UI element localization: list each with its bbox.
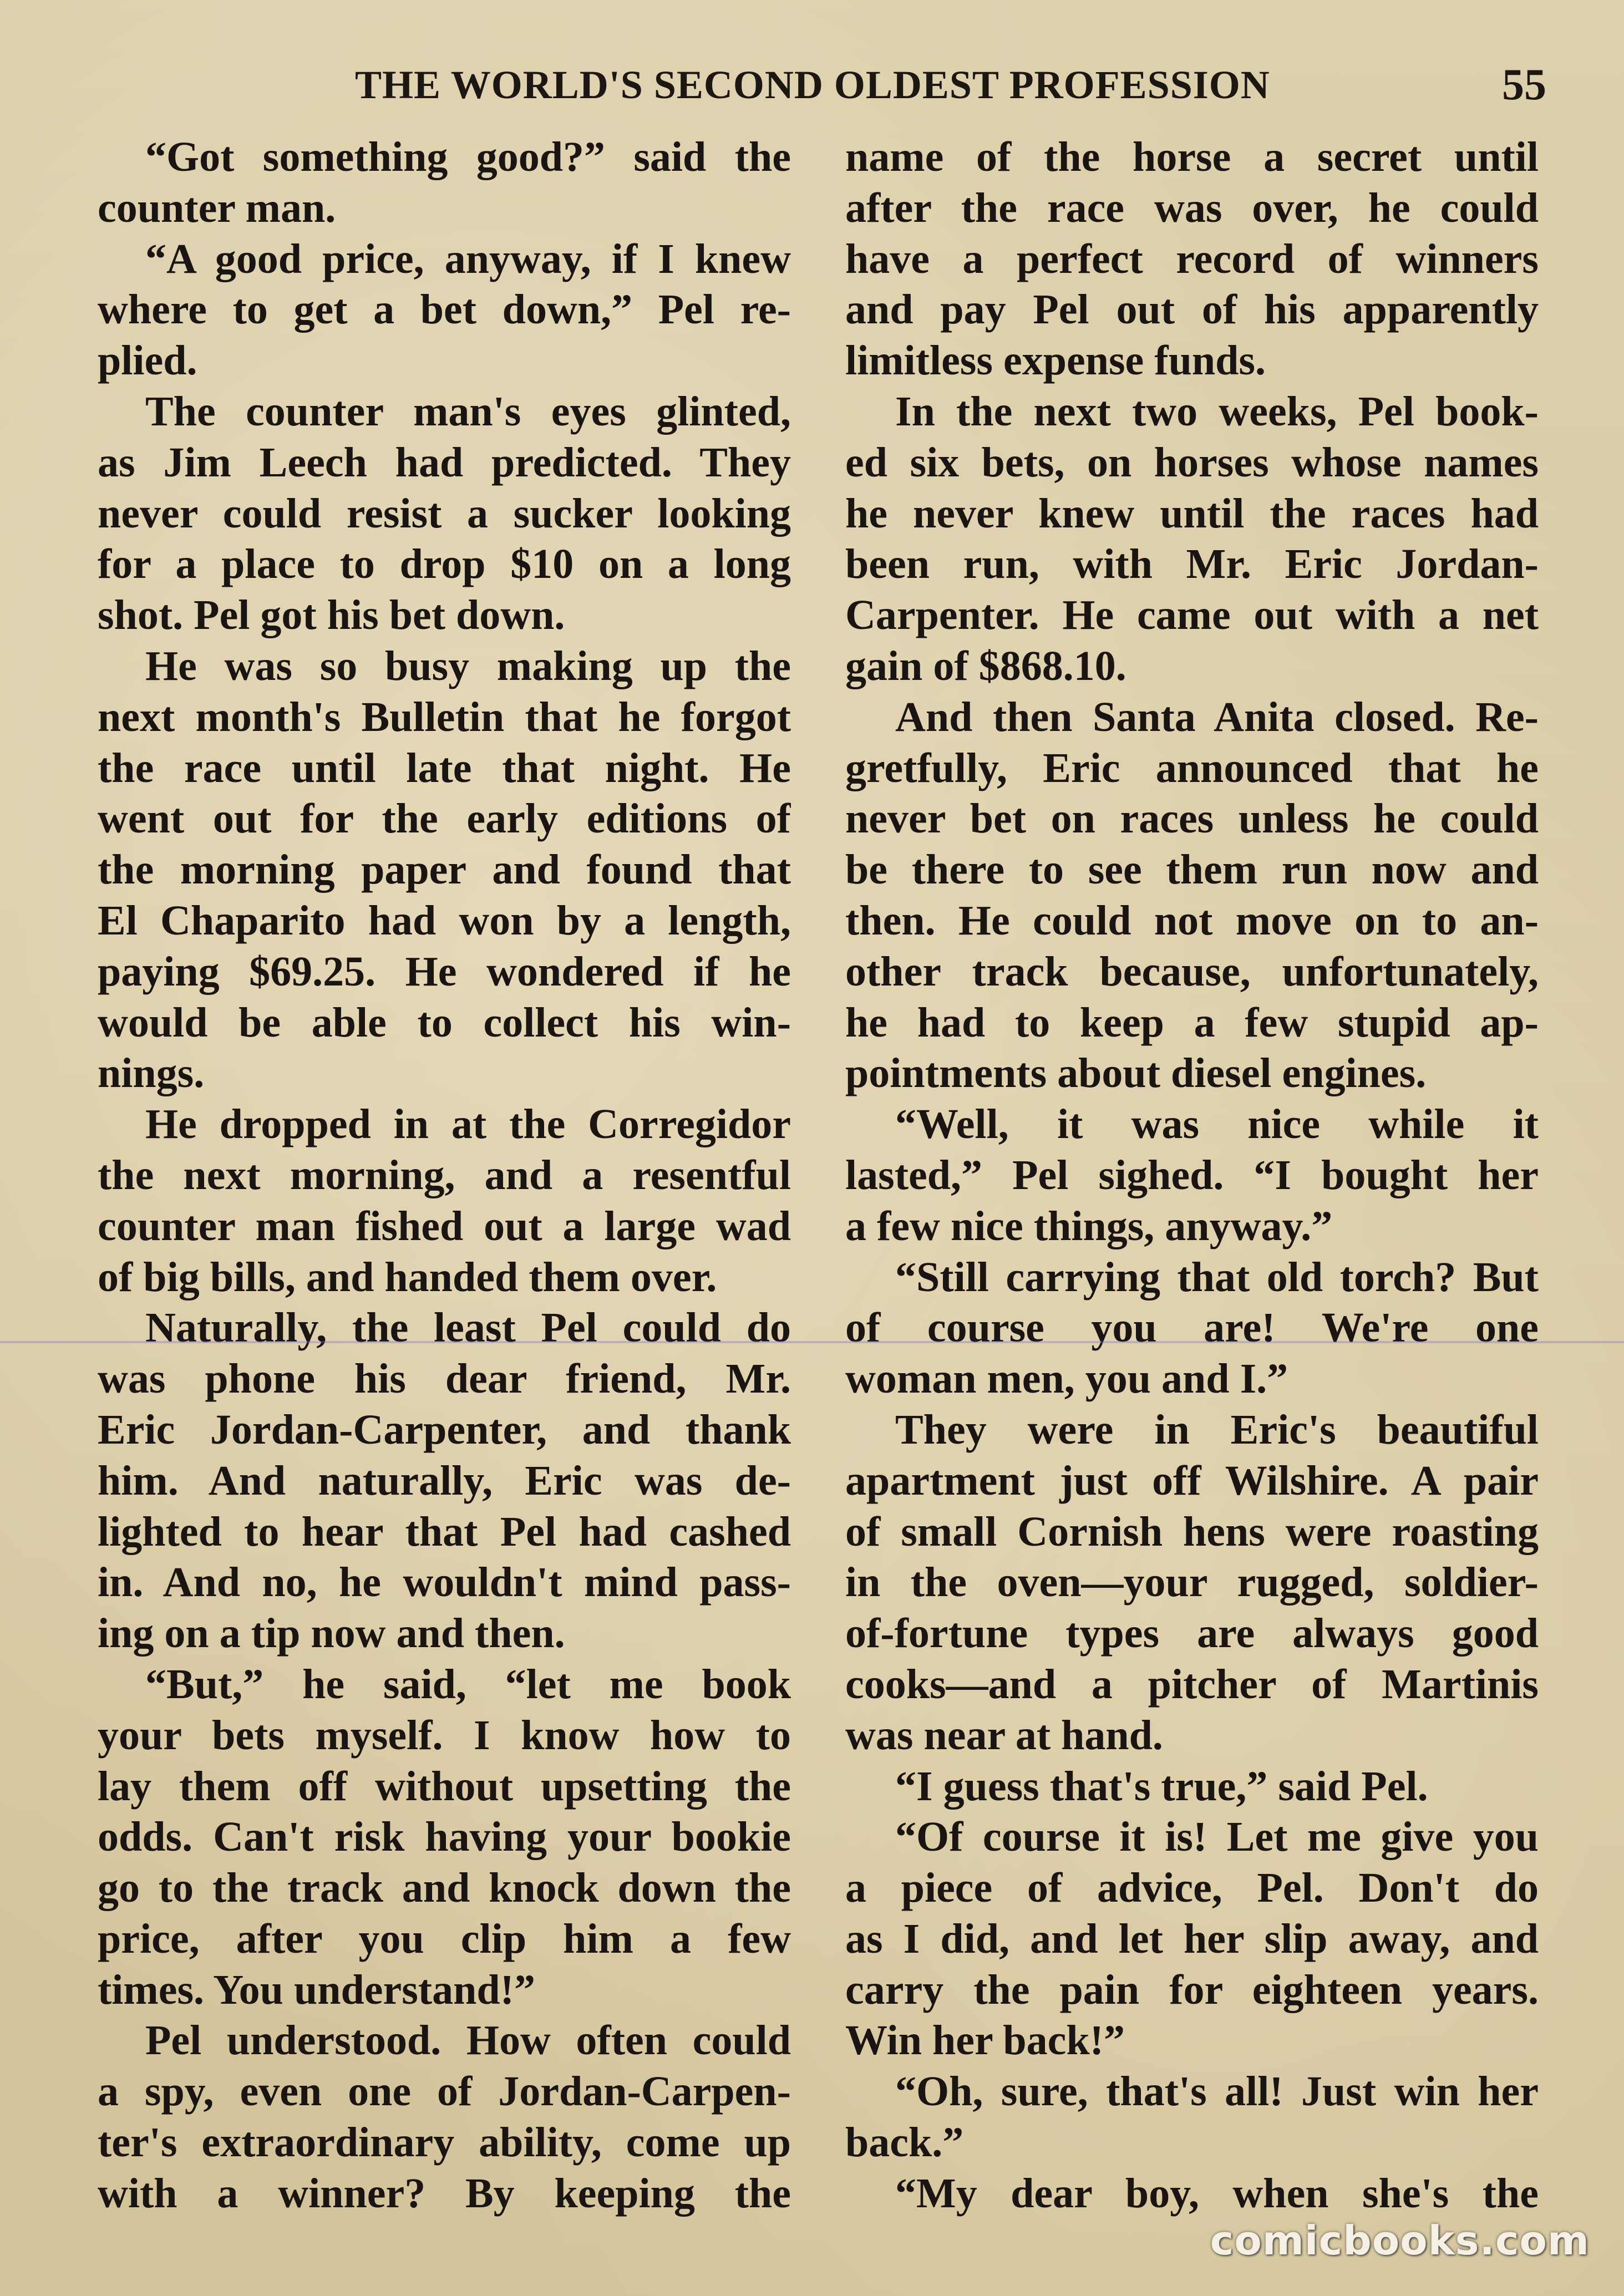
text-line: plied. (98, 337, 197, 384)
running-title: THE WORLD'S SECOND OLDEST PROFESSION (355, 63, 1270, 107)
text-line: the race until late that night. He (98, 744, 791, 791)
text-line: would be able to collect his win- (98, 999, 791, 1046)
text-line: lay them off without upsetting the (98, 1762, 791, 1810)
text-line: went out for the early editions of (98, 795, 791, 842)
text-line: He was so busy making up the (145, 642, 791, 689)
text-line: odds. Can't risk having your bookie (98, 1814, 791, 1861)
text-line: the next morning, and a resentful (98, 1151, 791, 1198)
text-line: other track because, unfortunately, (845, 948, 1539, 995)
text-line: carry the pain for eighteen years. (845, 1966, 1539, 2013)
text-line: of small Cornish hens were roasting (845, 1508, 1539, 1555)
text-line: have a perfect record of winners (845, 235, 1539, 282)
text-line: In the next two weeks, Pel book- (895, 388, 1539, 435)
text-line: El Chaparito had won by a length, (98, 897, 791, 944)
text-line: back.” (845, 2119, 964, 2166)
text-line: paying $69.25. He wondered if he (98, 948, 791, 995)
text-line: then. He could not move on to an- (845, 897, 1539, 944)
text-line: Naturally, the least Pel could do (145, 1304, 791, 1352)
text-line: of big bills, and handed them over. (98, 1253, 717, 1301)
text-line: name of the horse a secret until (845, 134, 1539, 180)
text-line: They were in Eric's beautiful (895, 1406, 1539, 1453)
text-line: in. And no, he wouldn't mind pass- (98, 1559, 791, 1606)
text-line: as I did, and let her slip away, and (845, 1915, 1539, 1962)
text-line: your bets myself. I know how to (98, 1711, 791, 1759)
text-line: gretfully, Eric announced that he (845, 744, 1539, 791)
text-line: times. You understand!” (98, 1966, 535, 2013)
text-line: was near at hand. (845, 1711, 1163, 1759)
scan-artifact-line (0, 1341, 1624, 1343)
text-line: go to the track and knock down the (98, 1865, 791, 1912)
text-line: limitless expense funds. (845, 337, 1266, 384)
text-line: woman men, you and I.” (845, 1355, 1288, 1403)
text-line: next month's Bulletin that he forgot (98, 693, 791, 740)
text-line: “Well, it was nice while it (895, 1101, 1539, 1148)
text-line: And then Santa Anita closed. Re- (895, 693, 1539, 740)
text-line: with a winner? By keeping the (98, 2170, 791, 2217)
left-column (98, 132, 791, 2219)
text-line: never could resist a sucker looking (98, 490, 791, 537)
text-line: lighted to hear that Pel had cashed (98, 1508, 791, 1555)
text-line: the morning paper and found that (98, 846, 791, 893)
text-line: Pel understood. How often could (145, 2017, 791, 2064)
text-line: ed six bets, on horses whose names (845, 439, 1539, 486)
text-line: for a place to drop $10 on a long (98, 541, 791, 588)
text-line: him. And naturally, Eric was de- (98, 1457, 791, 1504)
text-line: Carpenter. He came out with a net (845, 592, 1539, 639)
text-line: after the race was over, he could (845, 184, 1539, 231)
text-line: ing on a tip now and then. (98, 1610, 565, 1657)
text-line: nings. (98, 1050, 205, 1097)
text-line: lasted,” Pel sighed. “I bought her (845, 1151, 1539, 1198)
text-line: of-fortune types are always good (845, 1610, 1539, 1657)
text-line: counter man fished out a large wad (98, 1202, 791, 1249)
text-line: “My dear boy, when she's the (895, 2170, 1539, 2217)
text-line: apartment just off Wilshire. A pair (845, 1457, 1539, 1504)
text-line: never bet on races unless he could (845, 795, 1539, 842)
text-line: where to get a bet down,” Pel re- (98, 286, 791, 333)
text-line: in the oven—your rugged, soldier- (845, 1559, 1539, 1606)
text-line: a spy, even one of Jordan-Carpen- (98, 2068, 791, 2115)
text-line: “Still carrying that old torch? But (895, 1253, 1539, 1301)
text-line: counter man. (98, 184, 336, 231)
text-line: been run, with Mr. Eric Jordan- (845, 541, 1539, 588)
text-line: price, after you clip him a few (98, 1915, 791, 1962)
text-line: a piece of advice, Pel. Don't do (845, 1865, 1539, 1912)
text-line: gain of $868.10. (845, 642, 1126, 689)
text-line: he never knew until the races had (845, 490, 1539, 537)
text-line: “Of course it is! Let me give you (895, 1814, 1539, 1861)
text-line: pointments about diesel engines. (845, 1050, 1427, 1097)
text-line: ter's extraordinary ability, come up (98, 2119, 791, 2166)
text-line: Eric Jordan-Carpenter, and thank (98, 1406, 791, 1453)
text-line: “A good price, anyway, if I knew (145, 235, 791, 282)
text-line: was phone his dear friend, Mr. (98, 1355, 791, 1403)
text-line: of course you are! We're one (845, 1304, 1539, 1352)
text-line: “I guess that's true,” said Pel. (895, 1762, 1428, 1810)
page-number: 55 (1502, 60, 1546, 109)
text-line: He dropped in at the Corregidor (145, 1101, 791, 1148)
text-line: a few nice things, anyway.” (845, 1202, 1333, 1249)
text-line: “Oh, sure, that's all! Just win her (895, 2068, 1539, 2115)
text-line: and pay Pel out of his apparently (845, 286, 1539, 333)
text-line: be there to see them run now and (845, 846, 1539, 893)
text-line: he had to keep a few stupid ap- (845, 999, 1539, 1046)
watermark: comicbooks.com (1210, 2217, 1590, 2264)
text-line: “But,” he said, “let me book (145, 1660, 791, 1708)
text-line: as Jim Leech had predicted. They (98, 439, 791, 486)
right-column (845, 132, 1539, 2219)
text-line: cooks—and a pitcher of Martinis (845, 1660, 1539, 1708)
text-line: The counter man's eyes glinted, (145, 388, 791, 435)
text-line: “Got something good?” said the (145, 134, 791, 180)
text-line: shot. Pel got his bet down. (98, 592, 565, 639)
text-line: Win her back!” (845, 2017, 1125, 2064)
